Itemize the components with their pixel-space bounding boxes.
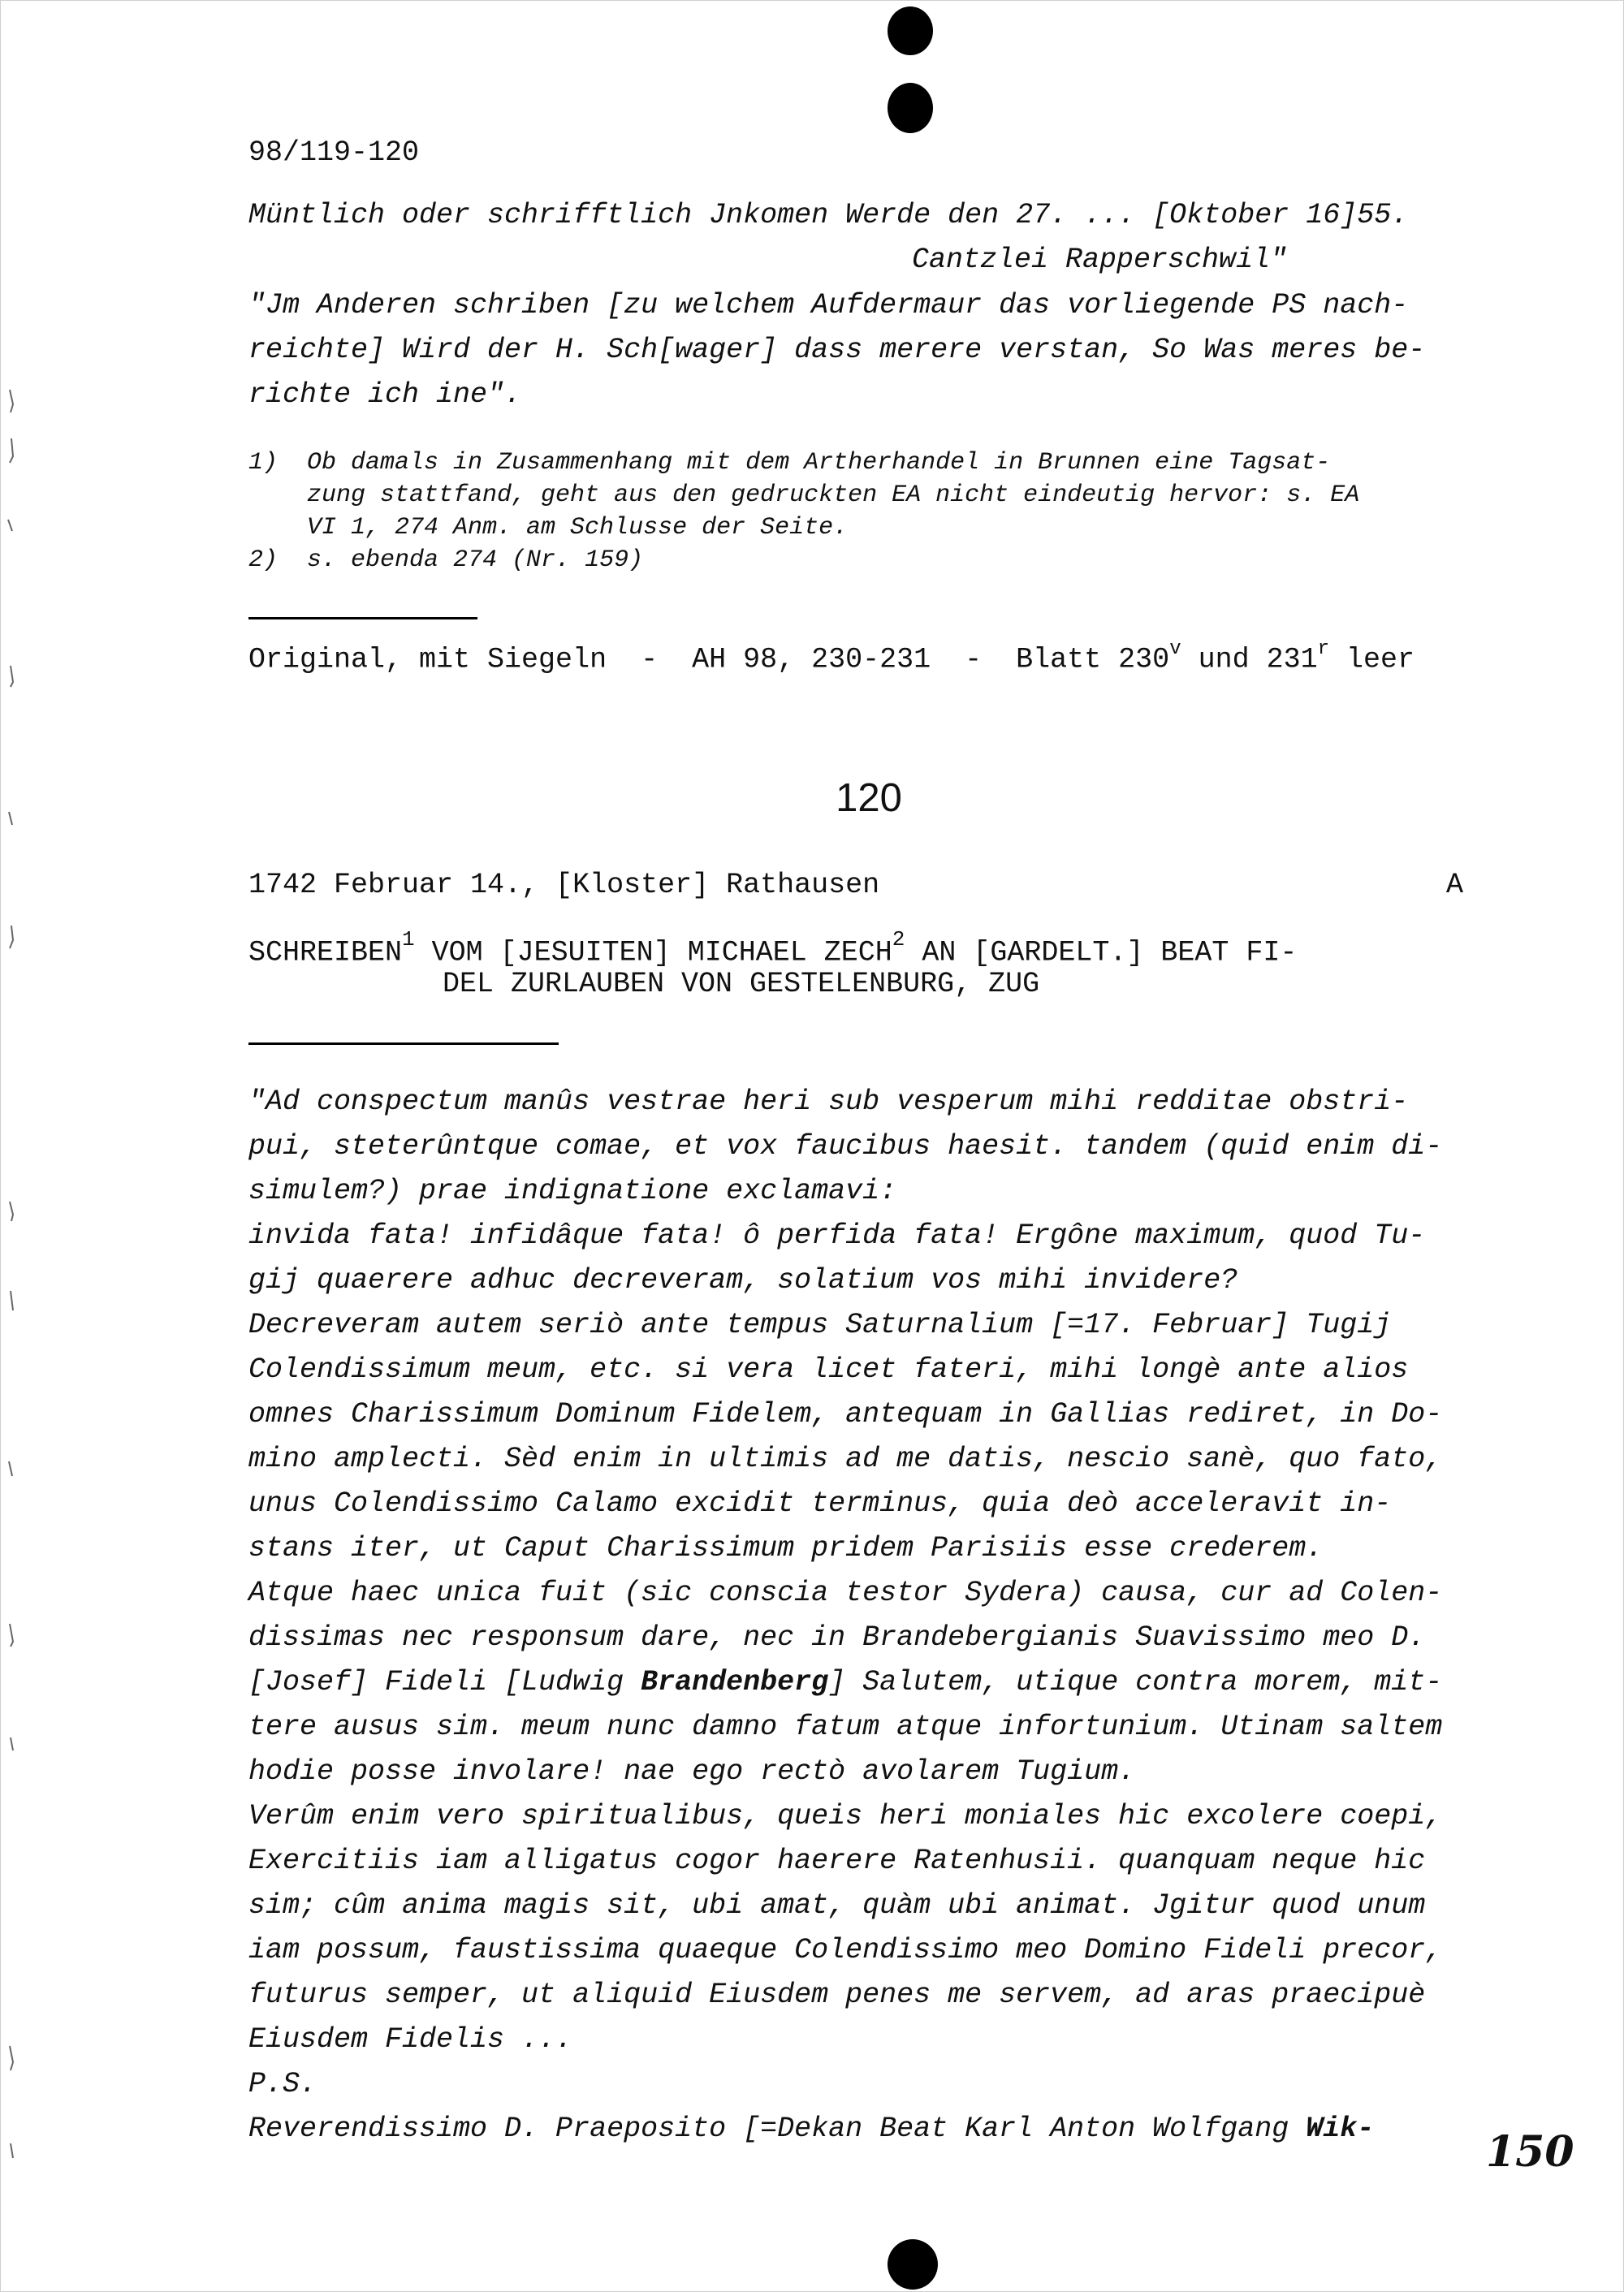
source-sup-verso: v <box>1169 638 1181 660</box>
title-text: AN [GARDELT.] BEAT FI- <box>905 936 1298 969</box>
footnote-1-cont: VI 1, 274 Anm. am Schlusse der Seite. <box>307 514 849 542</box>
binding-edge-marks <box>3 357 19 2225</box>
body-line: Verûm enim vero spiritualibus, queis heri moniales hic excolere coepi, <box>248 1800 1443 1832</box>
prev-doc-line: Cantzlei Rapperschwil" <box>912 244 1288 276</box>
body-line: Exercitiis iam alligatus cogor haerere Ratenhusii. quanquam neque hic <box>248 1845 1426 1877</box>
punch-hole-top-2 <box>888 83 933 133</box>
punch-hole-top-1 <box>888 6 933 55</box>
footnote-1: 1) Ob damals in Zusammenhang mit dem Artherhandel in Brunnen eine Tagsat- <box>248 449 1331 477</box>
body-line: unus Colendissimo Calamo excidit terminus, quia deò acceleravit in- <box>248 1487 1392 1520</box>
document-type-letter: A <box>1446 869 1464 901</box>
body-line: invida fata! infidâque fata! ô perfida fata! Ergône maximum, quod Tu- <box>248 1219 1426 1252</box>
body-line: tere ausus sim. meum nunc damno fatum atque infortunium. Utinam saltem <box>248 1711 1443 1743</box>
bold-name: Wik- <box>1306 2113 1375 2145</box>
source-text: Original, mit Siegeln - AH 98, 230-231 - Blatt 230 <box>248 643 1170 676</box>
body-line: "Ad conspectum manûs vestrae heri sub vesperum mihi redditae obstri- <box>248 1086 1409 1118</box>
body-line: Reverendissimo D. Praeposito [=Dekan Beat Karl Anton Wolfgang Wik- <box>248 2113 1375 2145</box>
handwritten-page-number: 150 <box>1486 2127 1574 2177</box>
body-line: pui, steterûntque comae, et vox faucibus haesit. tandem (quid enim di- <box>248 1130 1443 1163</box>
body-line: sim; cûm anima magis sit, ubi amat, quàm ubi animat. Jgitur quod unum <box>248 1889 1426 1922</box>
body-line: futurus semper, ut aliquid Eiusdem penes me servem, ad aras praecipuè <box>248 1979 1426 2011</box>
header-reference: 98/119-120 <box>248 136 420 169</box>
body-line: iam possum, faustissima quaeque Colendissimo meo Domino Fideli precor, <box>248 1934 1443 1966</box>
title-text: VOM [JESUITEN] MICHAEL ZECH <box>414 936 892 969</box>
body-line: gij quaerere adhuc decreveram, solatium vos mihi invidere? <box>248 1264 1238 1297</box>
document-date-place: 1742 Februar 14., [Kloster] Rathausen <box>248 869 880 901</box>
prev-doc-line: reichte] Wird der H. Sch[wager] dass merere verstan, So Was meres be- <box>248 334 1426 366</box>
separator-rule <box>248 1042 559 1045</box>
body-line: hodie posse involare! nae ego rectò avolarem Tugium. <box>248 1755 1136 1788</box>
document-title-line-2: DEL ZURLAUBEN VON GESTELENBURG, ZUG <box>443 968 1040 1000</box>
footnote-ref-2: 2 <box>892 927 905 952</box>
footnote-1-cont: zung stattfand, geht aus den gedruckten EA nicht eindeutig hervor: s. EA <box>307 481 1360 509</box>
source-sup-recto: r <box>1317 638 1330 660</box>
separator-rule <box>248 617 477 619</box>
document-title-line-1 <box>248 927 1298 969</box>
body-line: dissimas nec responsum dare, nec in Brandebergianis Suavissimo meo D. <box>248 1621 1426 1654</box>
source-line <box>248 638 1415 676</box>
body-line: omnes Charissimum Dominum Fidelem, antequam in Gallias rediret, in Do- <box>248 1398 1443 1431</box>
footnote-ref-1: 1 <box>402 927 415 952</box>
prev-doc-line: Müntlich oder schrifftlich Jnkomen Werde den 27. ... [Oktober 16]55. <box>248 199 1409 231</box>
footnote-2: 2) s. ebenda 274 (Nr. 159) <box>248 546 644 574</box>
body-line: simulem?) prae indignatione exclamavi: <box>248 1175 897 1207</box>
body-line: [Josef] Fideli [Ludwig Brandenberg] Salutem, utique contra morem, mit- <box>248 1666 1443 1698</box>
body-line: stans iter, ut Caput Charissimum pridem Parisiis esse crederem. <box>248 1532 1324 1565</box>
source-text: leer <box>1329 643 1415 676</box>
body-line: P.S. <box>248 2068 317 2100</box>
prev-doc-line: "Jm Anderen schriben [zu welchem Aufdermaur das vorliegende PS nach- <box>248 289 1409 322</box>
punch-hole-bottom <box>888 2239 938 2290</box>
body-line: Decreveram autem seriò ante tempus Saturnalium [=17. Februar] Tugij <box>248 1309 1392 1341</box>
title-text: SCHREIBEN <box>248 936 403 969</box>
source-text: und 231 <box>1181 643 1318 676</box>
document-number: 120 <box>836 776 902 820</box>
bold-name: Brandenberg <box>641 1666 829 1698</box>
body-line: Atque haec unica fuit (sic conscia testor Sydera) causa, cur ad Colen- <box>248 1577 1443 1609</box>
body-line: mino amplecti. Sèd enim in ultimis ad me datis, nescio sanè, quo fato, <box>248 1443 1443 1475</box>
body-line: Colendissimum meum, etc. si vera licet fateri, mihi longè ante alios <box>248 1353 1409 1386</box>
prev-doc-line: richte ich ine". <box>248 378 522 411</box>
body-line: Eiusdem Fidelis ... <box>248 2023 573 2056</box>
